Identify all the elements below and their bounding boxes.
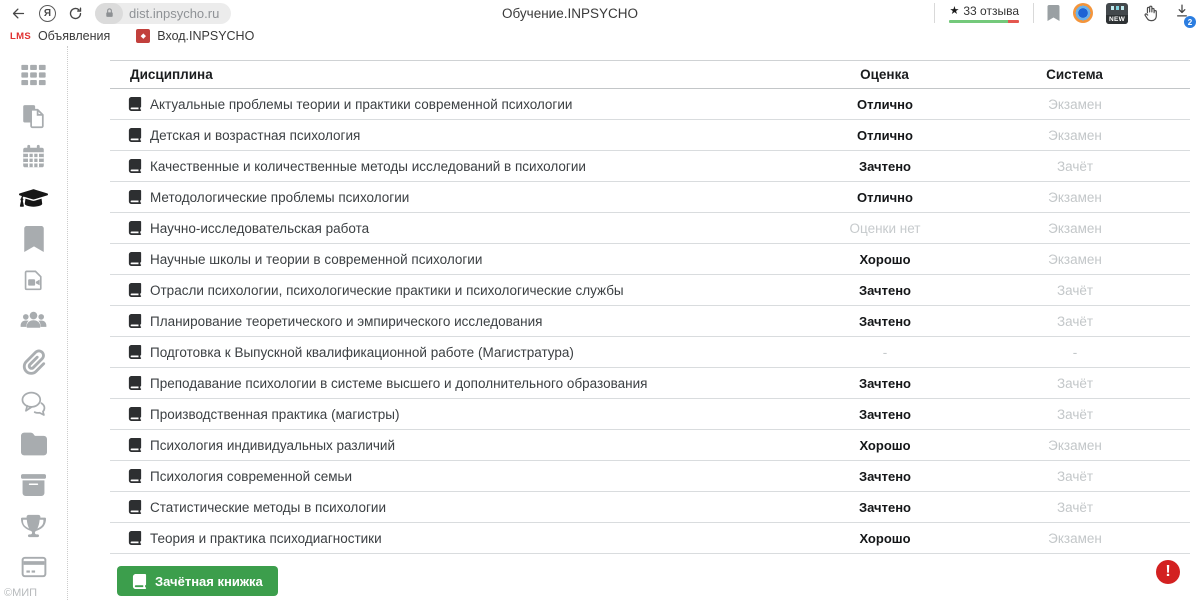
folder-icon xyxy=(21,431,47,457)
system-value: Экзамен xyxy=(960,213,1190,244)
system-value: Зачёт xyxy=(960,151,1190,182)
table-row[interactable] xyxy=(110,120,1190,151)
system-value: Экзамен xyxy=(960,523,1190,554)
main-content xyxy=(68,46,1200,600)
table-row[interactable] xyxy=(110,368,1190,399)
book-icon xyxy=(128,407,142,421)
table-header-row xyxy=(110,61,1190,89)
sidebar-item-files[interactable] xyxy=(0,423,67,464)
grade-value: Хорошо xyxy=(810,523,960,554)
url-text: dist.inpsycho.ru xyxy=(129,5,220,21)
discipline-name: Психология индивидуальных различий xyxy=(150,437,395,453)
rating-bar xyxy=(949,20,1019,23)
system-value: Экзамен xyxy=(960,89,1190,120)
book-icon xyxy=(128,283,142,297)
sidebar-item-users[interactable] xyxy=(0,300,67,341)
grid-icon xyxy=(19,62,48,88)
table-row[interactable] xyxy=(110,523,1190,554)
book-icon xyxy=(128,376,142,390)
system-value: Экзамен xyxy=(960,182,1190,213)
address-bar[interactable] xyxy=(95,3,231,24)
discipline-name: Статистические методы в психологии xyxy=(150,499,386,515)
graduation-cap-icon xyxy=(19,185,48,211)
new-badge: NEW xyxy=(1106,15,1128,24)
table-row[interactable] xyxy=(110,151,1190,182)
copyright-label: ©МИП xyxy=(4,587,38,599)
system-value: Зачёт xyxy=(960,368,1190,399)
gradebook-button-label: Зачётная книжка xyxy=(155,573,263,589)
discipline-name: Планирование теоретического и эмпирического исследования xyxy=(150,313,543,329)
grade-value: Зачтено xyxy=(810,399,960,430)
table-row[interactable] xyxy=(110,337,1190,368)
header-grade: Оценка xyxy=(810,61,960,89)
paperclip-icon xyxy=(22,349,46,375)
discipline-name: Научные школы и теории в современной психологии xyxy=(150,251,483,267)
grade-value: Оценки нет xyxy=(810,213,960,244)
star-icon: ★ xyxy=(949,5,960,17)
yandex-profile-icon[interactable]: Я xyxy=(39,5,56,22)
page-title: Обучение.INPSYCHO xyxy=(502,5,638,21)
bookmark-label: Объявления xyxy=(37,29,111,43)
sidebar-item-bookmarks[interactable] xyxy=(0,218,67,259)
browser-toolbar xyxy=(0,0,1200,26)
table-row[interactable] xyxy=(110,182,1190,213)
bookmark-toolbar-icon[interactable] xyxy=(1047,5,1060,21)
book-icon xyxy=(128,221,142,235)
system-value: Зачёт xyxy=(960,399,1190,430)
table-row[interactable] xyxy=(110,244,1190,275)
grade-value: - xyxy=(810,337,960,368)
system-value: Экзамен xyxy=(960,120,1190,151)
grade-value: Зачтено xyxy=(810,461,960,492)
book-icon xyxy=(132,574,147,589)
sidebar-item-videos[interactable] xyxy=(0,259,67,300)
system-value: Экзамен xyxy=(960,430,1190,461)
system-value: Зачёт xyxy=(960,461,1190,492)
inpsycho-favicon: ◆ xyxy=(136,29,150,43)
book-icon xyxy=(128,314,142,328)
book-icon xyxy=(128,469,142,483)
book-icon xyxy=(128,97,142,111)
reviews-count: 33 отзыва xyxy=(963,4,1019,18)
grade-value: Хорошо xyxy=(810,244,960,275)
browser-app-icon[interactable] xyxy=(1073,3,1093,23)
bookmarks-bar xyxy=(0,26,1200,46)
hand-extension-icon[interactable] xyxy=(1141,4,1161,23)
extension-new-icon[interactable] xyxy=(1106,3,1128,24)
alert-notification-icon[interactable]: ! xyxy=(1156,560,1180,584)
table-row[interactable] xyxy=(110,275,1190,306)
video-file-icon xyxy=(23,267,45,293)
book-icon xyxy=(128,531,142,545)
table-row[interactable] xyxy=(110,492,1190,523)
bookmark-icon xyxy=(24,226,44,252)
sidebar-item-archive[interactable] xyxy=(0,464,67,505)
sidebar-item-grid[interactable] xyxy=(0,54,67,95)
discipline-name: Подготовка к Выпускной квалификационной работе (Магистратура) xyxy=(150,344,574,360)
book-icon xyxy=(128,128,142,142)
sidebar-item-documents[interactable] xyxy=(0,95,67,136)
card-icon xyxy=(21,554,47,580)
grade-value: Отлично xyxy=(810,89,960,120)
sidebar-item-attachments[interactable] xyxy=(0,341,67,382)
table-row[interactable] xyxy=(110,430,1190,461)
toolbar-right-cluster xyxy=(934,2,1193,27)
bookmark-item-login[interactable] xyxy=(136,29,254,43)
chat-icon xyxy=(19,390,48,416)
book-icon xyxy=(128,438,142,452)
grade-value: Зачтено xyxy=(810,492,960,523)
system-value: Экзамен xyxy=(960,244,1190,275)
header-system: Система xyxy=(960,61,1190,89)
book-icon xyxy=(128,190,142,204)
back-icon[interactable] xyxy=(10,6,27,21)
discipline-name: Производственная практика (магистры) xyxy=(150,406,400,422)
archive-box-icon xyxy=(21,472,46,498)
sidebar-item-payments[interactable] xyxy=(0,546,67,587)
reviews-widget[interactable] xyxy=(934,3,1034,23)
documents-icon xyxy=(19,103,48,129)
grades-table xyxy=(110,60,1190,554)
calendar-icon xyxy=(19,144,48,170)
downloads-count-badge: 2 xyxy=(1184,16,1196,28)
gradebook-button[interactable] xyxy=(117,566,278,596)
header-discipline: Дисциплина xyxy=(110,61,810,89)
discipline-name: Отрасли психологии, психологические практики и психологические службы xyxy=(150,282,624,298)
system-value: Зачёт xyxy=(960,492,1190,523)
extension-new-art xyxy=(1106,6,1128,10)
system-value: Зачёт xyxy=(960,275,1190,306)
sidebar-item-education-active[interactable] xyxy=(0,177,67,218)
bookmark-label: Вход.INPSYCHO xyxy=(157,29,255,43)
app-content xyxy=(0,46,1200,600)
discipline-name: Преподавание психологии в системе высшего и дополнительного образования xyxy=(150,375,648,391)
downloads-button[interactable] xyxy=(1174,2,1193,27)
users-icon xyxy=(19,308,48,334)
discipline-name: Детская и возрастная психология xyxy=(150,127,361,143)
trophy-icon xyxy=(21,513,46,539)
discipline-name: Научно-исследовательская работа xyxy=(150,220,370,236)
table-body xyxy=(110,89,1190,554)
book-icon xyxy=(128,500,142,514)
discipline-name: Качественные и количественные методы исследований в психологии xyxy=(150,158,586,174)
lock-icon[interactable] xyxy=(95,3,123,24)
book-icon xyxy=(128,252,142,266)
sidebar-item-calendar[interactable] xyxy=(0,136,67,177)
table-row[interactable] xyxy=(110,306,1190,337)
bookmark-item-announcements[interactable] xyxy=(10,29,110,43)
sidebar-item-achievements[interactable] xyxy=(0,505,67,546)
book-icon xyxy=(128,159,142,173)
lms-favicon: LMS xyxy=(10,30,31,42)
grade-value: Хорошо xyxy=(810,430,960,461)
discipline-name: Актуальные проблемы теории и практики современной психологии xyxy=(150,96,573,112)
grade-value: Зачтено xyxy=(810,368,960,399)
grade-value: Отлично xyxy=(810,120,960,151)
table-row[interactable] xyxy=(110,213,1190,244)
system-value: - xyxy=(960,337,1190,368)
grade-value: Отлично xyxy=(810,182,960,213)
book-icon xyxy=(128,345,142,359)
discipline-name: Методологические проблемы психологии xyxy=(150,189,410,205)
table-row[interactable] xyxy=(110,399,1190,430)
system-value: Зачёт xyxy=(960,306,1190,337)
discipline-name: Теория и практика психодиагностики xyxy=(150,530,382,546)
sidebar-item-messages[interactable] xyxy=(0,382,67,423)
discipline-name: Психология современной семьи xyxy=(150,468,353,484)
sidebar-nav xyxy=(0,46,68,600)
table-row[interactable] xyxy=(110,461,1190,492)
table-row[interactable] xyxy=(110,89,1190,120)
refresh-icon[interactable] xyxy=(68,6,83,21)
grade-value: Зачтено xyxy=(810,275,960,306)
grade-value: Зачтено xyxy=(810,306,960,337)
grade-value: Зачтено xyxy=(810,151,960,182)
